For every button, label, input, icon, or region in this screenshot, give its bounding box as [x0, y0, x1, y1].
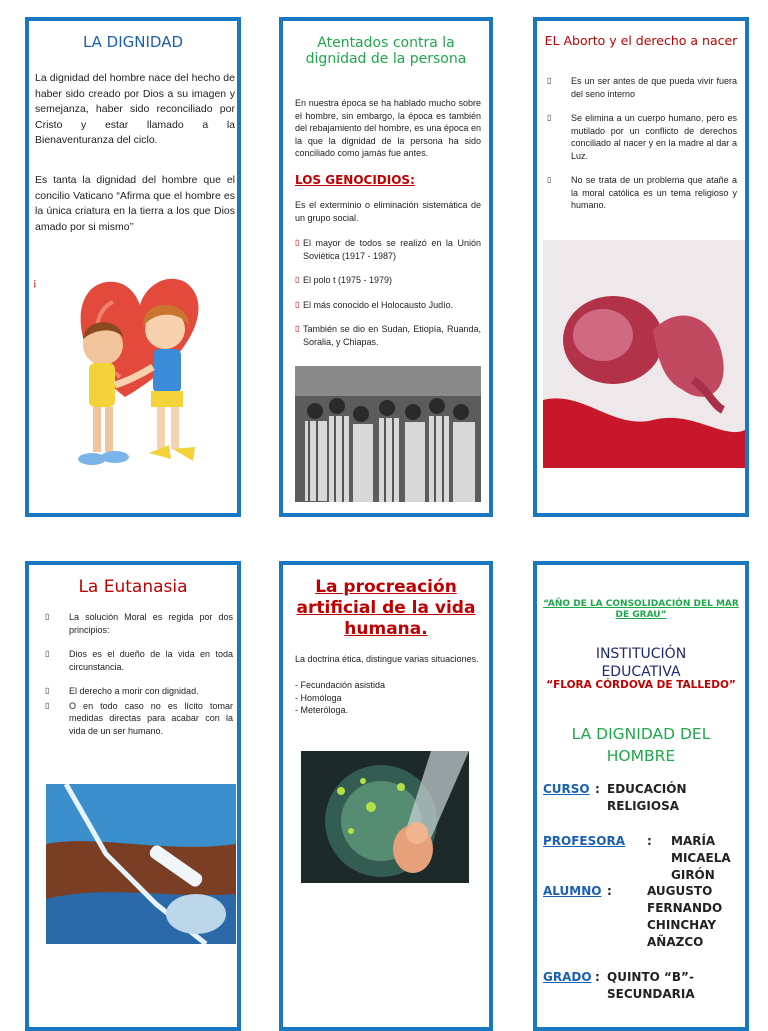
panel-title: La procreación artificial de la vida humana. — [296, 577, 476, 639]
genocide-list — [295, 237, 481, 360]
panel-title: Atentados contra la dignidad de la persona — [305, 35, 467, 67]
panel-procreacion — [279, 561, 493, 1031]
paragraph: Es el exterminio o eliminación sistemática de un grupo social. — [295, 200, 481, 223]
paragraph: Es tanta la dignidad del hombre que el concilio Vaticano “Afirma que el hombre es la única criatura en la tierra a los que Dios amado por si mismo’’ — [35, 174, 235, 233]
list-item: ▯ El derecho a morir con dignidad. — [45, 685, 233, 698]
fetus-photo — [543, 240, 745, 468]
paragraph: La doctrina ética, distingue varias situaciones. — [295, 654, 479, 664]
euthanasia-list — [45, 611, 233, 749]
info-separator: : — [607, 884, 612, 898]
panel-aborto — [533, 17, 749, 517]
stray-mark: ¡ — [33, 277, 37, 289]
list-item: ▯ No se trata de un problema que atañe a la moral católica es un tema religioso y humano. — [547, 174, 737, 212]
abortion-list — [547, 75, 737, 224]
list-item: ▯ También se dio en Sudan, Etiopía, Ruanda, Soralia, y Chiapas. — [295, 323, 481, 348]
list-item: ▯ Se elimina a un cuerpo humano, pero es mutilado por un conflicto de derechos conciliado al nacer y en la madre al dar a Luz. — [547, 112, 737, 162]
info-value: MARÍA MICAELA GIRÓN — [671, 834, 731, 882]
list-item: - Fecundación asistida — [295, 680, 386, 690]
holocaust-prisoners-photo — [295, 366, 481, 502]
info-label: CURSO — [543, 782, 590, 796]
school-name: “FLORA CÓRDOVA DE TALLEDO” — [546, 679, 736, 691]
panel-cover — [533, 561, 749, 1031]
info-value: EDUCACIÓN RELIGIOSA — [607, 782, 687, 813]
info-label: ALUMNO — [543, 884, 602, 898]
list-item: - Meteróloga. — [295, 705, 349, 715]
year-motto: “AÑO DE LA CONSOLIDACIÓN DEL MAR DE GRAU” — [543, 599, 739, 620]
info-value: QUINTO “B”- SECUNDARIA — [607, 970, 695, 1001]
panel-title: La Eutanasia — [78, 577, 188, 597]
list-item: ▯ El mayor de todos se realizó en la Unión Soviética (1917 - 1987) — [295, 237, 481, 262]
info-value: AUGUSTO FERNANDO CHINCHAY AÑAZCO — [647, 884, 723, 949]
info-label: GRADO — [543, 970, 592, 984]
panel-title: LA DIGNIDAD — [82, 33, 184, 51]
panel-la-dignidad — [25, 17, 241, 517]
list-item: - Homóloga — [295, 692, 342, 703]
list-item: ▯ El polo t (1975 - 1979) — [295, 274, 481, 287]
list-item: ▯ Es un ser antes de que pueda vivir fuera del seno interno — [547, 75, 737, 100]
list-item: ▯ El más conocido el Holocausto Judío. — [295, 299, 481, 312]
info-separator: : — [595, 782, 600, 796]
panel-eutanasia — [25, 561, 241, 1031]
section-heading: LOS GENOCIDIOS: — [295, 173, 415, 187]
list-item: ▯ O en todo caso no es lícito tomar medidas directas para acabar con la vida de un ser humano. — [45, 700, 233, 738]
institution-label: INSTITUCIÓN EDUCATIVA — [595, 646, 687, 680]
list-item: ▯ Dios es el dueño de la vida en toda circunstancia. — [45, 648, 233, 673]
panel-atentados — [279, 17, 493, 517]
info-label: PROFESORA — [543, 834, 626, 848]
paragraph: En nuestra época se ha hablado mucho sobre el hombre, sin embargo, la época es también del rebajamiento del hombre, es una época en la que la dignidad de la persona ha sido conciliado como jamás fue antes. — [295, 98, 481, 158]
info-separator: : — [647, 834, 652, 848]
iv-drip-hand-photo — [46, 784, 236, 944]
in-vitro-embryo-illustration — [301, 751, 469, 883]
children-heart-illustration — [45, 257, 205, 483]
paragraph: La dignidad del hombre nace del hecho de haber sido creado por Dios a su imagen y semejanza, haber sido reconciliado por Cristo y estar llamado a la Bienaventuranza del ciclo. — [35, 72, 235, 146]
brochure-title: LA DIGNIDAD DEL HOMBRE — [571, 725, 711, 765]
panel-title: EL Aborto y el derecho a nacer — [544, 33, 738, 48]
info-separator: : — [595, 970, 600, 984]
list-item: ▯ La solución Moral es regida por dos principios: — [45, 611, 233, 636]
situations-list — [295, 679, 485, 717]
